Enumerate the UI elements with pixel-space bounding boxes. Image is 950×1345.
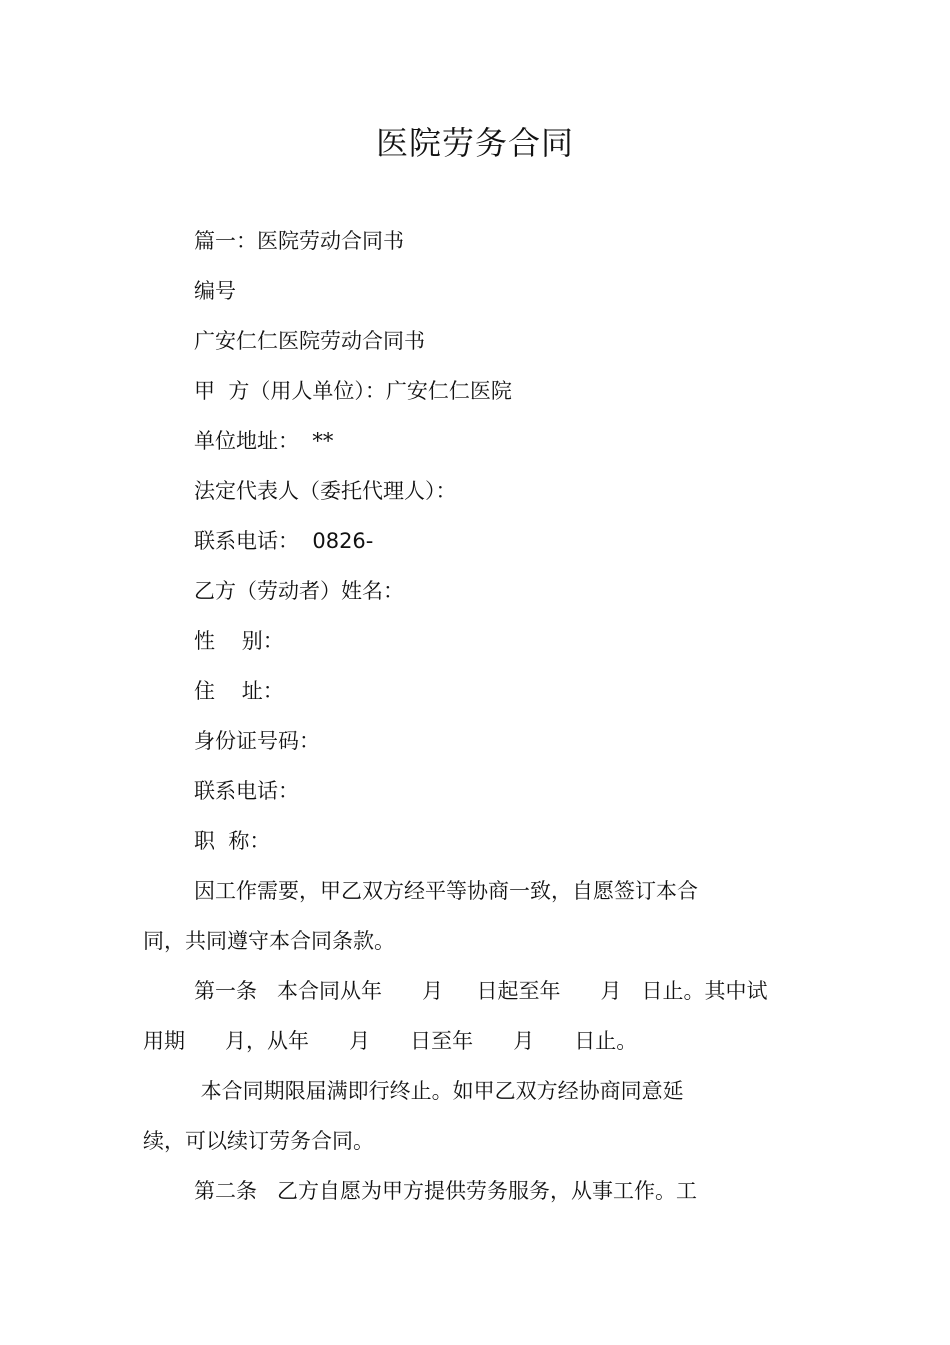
party-a-employer: 甲 方（用人单位）：广安仁仁医院 [194,379,512,403]
preamble-line-2: 同，共同遵守本合同条款。 [143,929,395,953]
section-heading: 篇一：医院劳动合同书 [194,229,404,253]
party-b-name: 乙方（劳动者）姓名： [194,579,404,603]
term-expiry-line-2: 续，可以续订劳务合同。 [143,1129,374,1153]
party-b-gender: 性 别： [194,629,284,653]
article-1-line-1: 第一条 本合同从年 月 日起至年 月 日止。其中试 [194,979,768,1003]
article-1-line-2: 用期 月，从年 月 日至年 月 日止。 [143,1029,638,1053]
document-body [143,216,803,1216]
preamble-line-1: 因工作需要，甲乙双方经平等协商一致，自愿签订本合 [194,879,698,903]
contract-subtitle: 广安仁仁医院劳动合同书 [194,329,425,353]
employer-address: 单位地址： ** [194,429,334,453]
employer-phone: 联系电话： 0826- [194,529,374,553]
party-b-id-number: 身份证号码： [194,729,320,753]
document-title: 医院劳务合同 [375,124,574,162]
contract-number-label: 编号 [194,279,236,303]
legal-representative: 法定代表人（委托代理人）： [194,479,457,503]
party-b-address: 住 址： [194,679,284,703]
party-b-title: 职 称： [194,829,271,853]
term-expiry-line-1: 本合同期限届满即行终止。如甲乙双方经协商同意延 [194,1079,684,1103]
party-b-phone: 联系电话： [194,779,299,803]
article-2-line-1: 第二条 乙方自愿为甲方提供劳务服务，从事工作。工 [194,1179,698,1203]
